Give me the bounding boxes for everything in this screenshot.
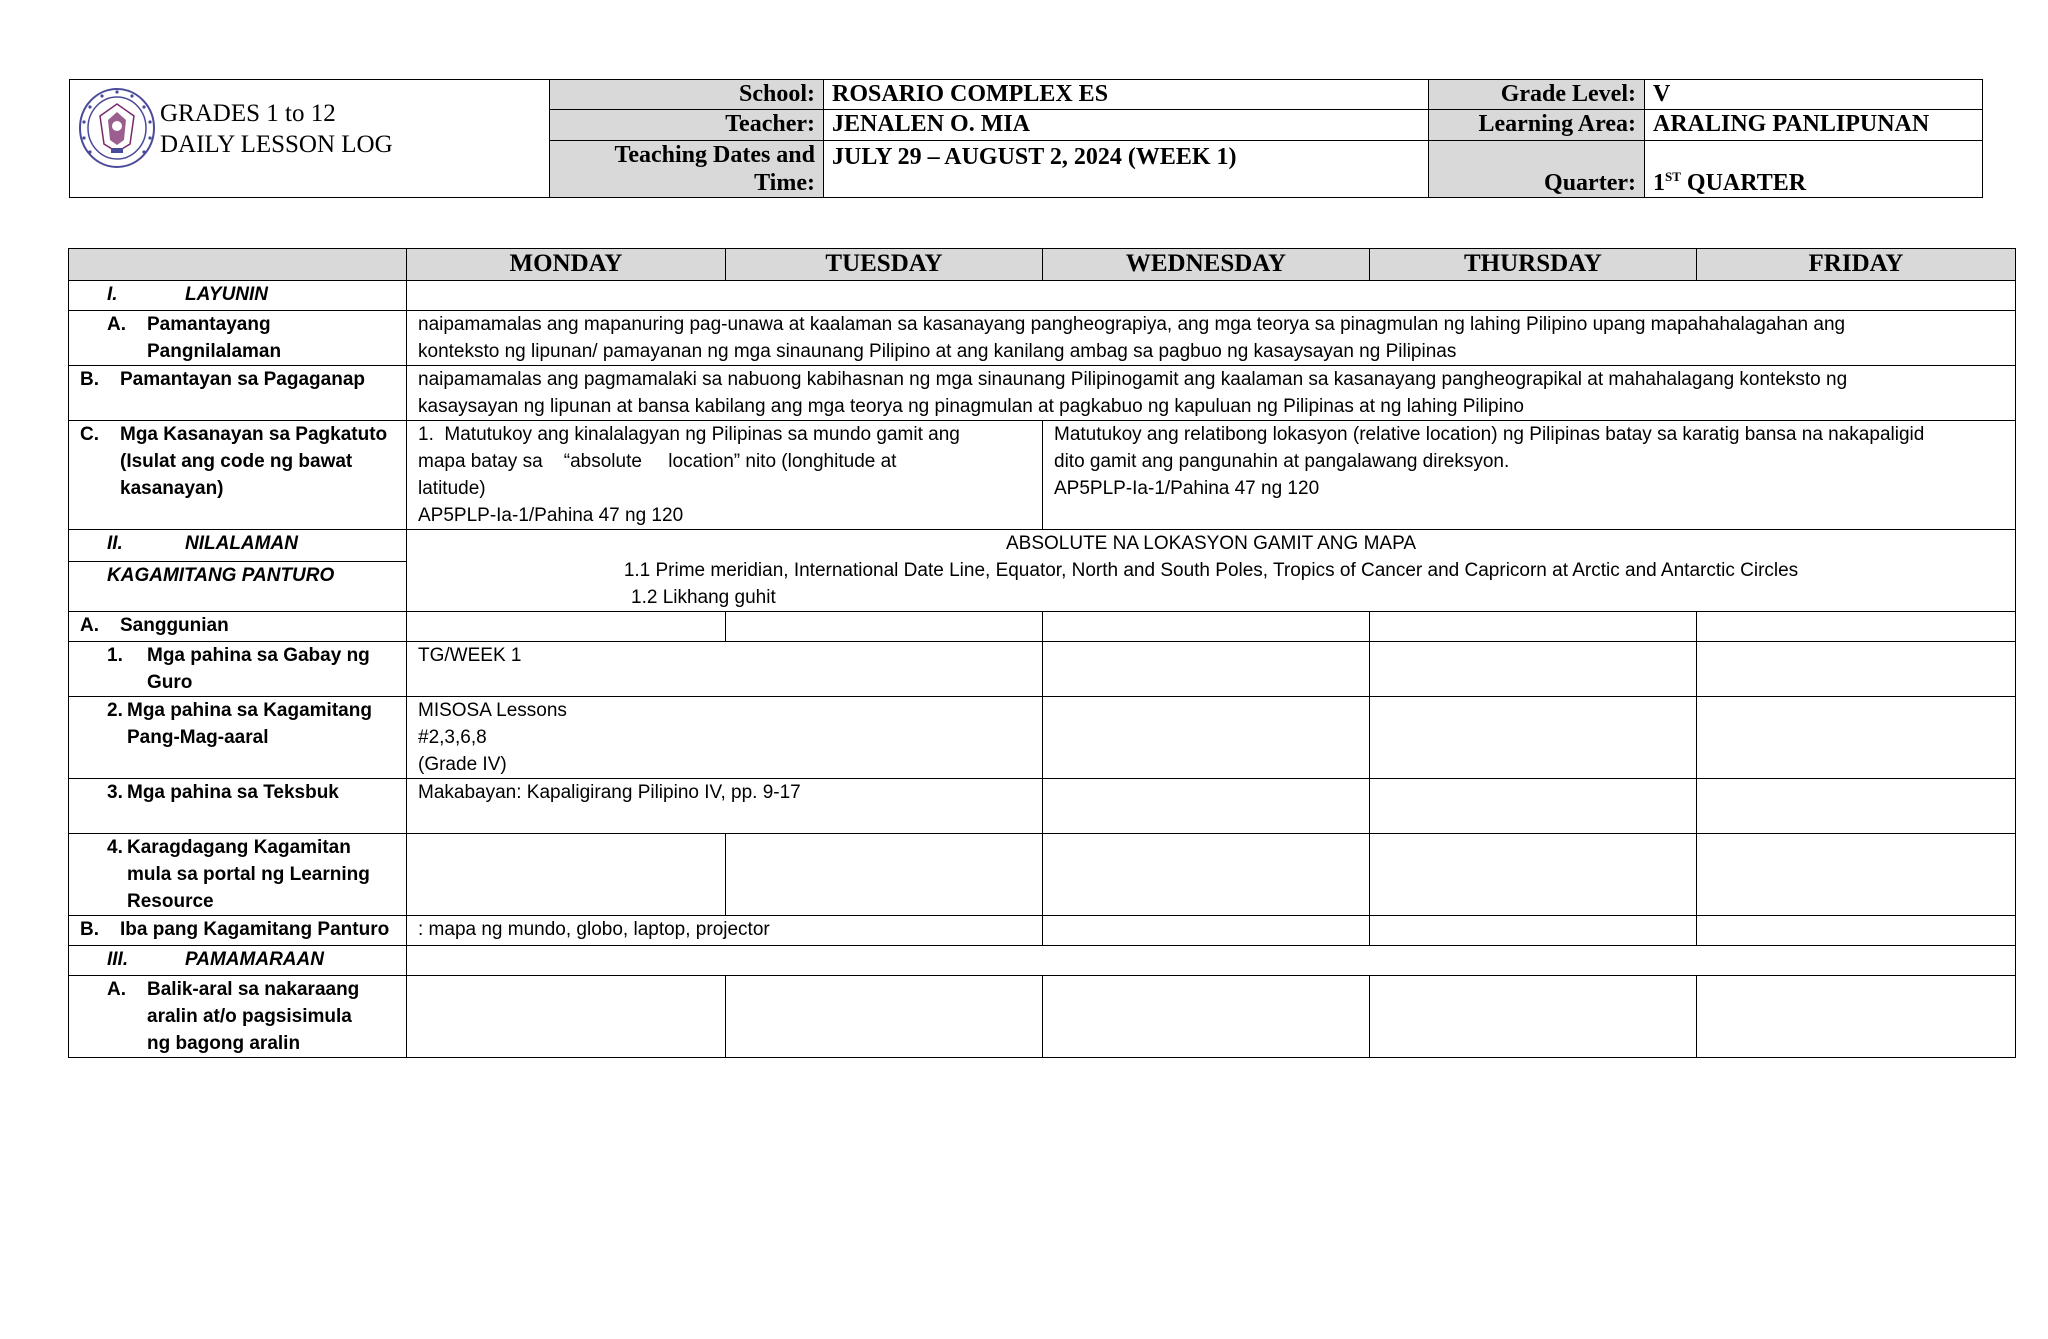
gabay-wednesday	[1043, 642, 1370, 697]
day-header-row	[69, 249, 2016, 281]
balik-aral-label-line3: ng bagong aralin	[147, 1033, 301, 1054]
nilalaman-text: NILALAMAN	[185, 533, 298, 554]
pamamaraan-number: III.	[107, 949, 129, 970]
kasanayan-label-line3: kasanayan)	[120, 478, 224, 499]
iba-label	[69, 916, 407, 946]
teaching-dates-label-line1: Teaching Dates and	[614, 141, 815, 168]
pagaganap-letter: B.	[80, 369, 99, 390]
kasanayan-label-line2: (Isulat ang code ng bawat	[120, 451, 353, 472]
quarter-label-cell	[1429, 140, 1645, 198]
pagaganap-text-line2: kasaysayan ng lipunan at bansa kabilang ang mga teorya ng pinagmulan at pagkabuo ng kapuluan ng Pilipinas at ng lahing Pilipino	[418, 396, 1524, 417]
header-table	[69, 79, 1983, 198]
pamamaraan-text: PAMAMARAAN	[185, 949, 324, 970]
teksbuk-label	[69, 779, 407, 834]
teacher-value: JENALEN O. MIA	[824, 110, 1429, 140]
kasanayan-letter: C.	[80, 424, 99, 445]
iba-row	[69, 916, 2016, 946]
gabay-thursday	[1370, 642, 1697, 697]
sanggunian-monday	[407, 612, 726, 642]
sanggunian-tuesday	[726, 612, 1043, 642]
teacher-label: Teacher:	[550, 110, 824, 140]
sanggunian-letter: A.	[80, 615, 99, 636]
deped-seal-icon	[78, 86, 156, 170]
day-wednesday: WEDNESDAY	[1043, 249, 1370, 281]
iba-text: Iba pang Kagamitang Panturo	[120, 919, 390, 940]
nilalaman-row	[69, 530, 2016, 562]
balik-aral-thursday	[1370, 976, 1697, 1058]
day-tuesday: TUESDAY	[726, 249, 1043, 281]
pagaganap-label	[69, 366, 407, 421]
kasanayan-monday-line4: AP5PLP-Ia-1/Pahina 47 ng 120	[418, 505, 684, 526]
layunin-number: I.	[107, 284, 118, 305]
quarter-value	[1645, 140, 1983, 198]
teksbuk-value: Makabayan: Kapaligirang Pilipino IV, pp. 9-17	[407, 779, 1043, 834]
kagamitang-value-line3: (Grade IV)	[418, 754, 507, 775]
karagdagang-label-line1: Karagdagang Kagamitan	[127, 837, 351, 858]
school-value: ROSARIO COMPLEX ES	[824, 80, 1429, 110]
kagamitang-thursday	[1370, 697, 1697, 779]
karagdagang-thursday	[1370, 834, 1697, 916]
kasanayan-rest-line2: dito gamit ang pangunahin at pangalawang direksyon.	[1054, 451, 1510, 472]
layunin-row	[69, 281, 2016, 311]
layunin-label	[69, 281, 407, 311]
kasanayan-monday-line2: mapa batay sa “absolute location” nito (longhitude at	[418, 451, 897, 472]
iba-friday	[1697, 916, 2016, 946]
pagaganap-content	[407, 366, 2016, 421]
teksbuk-thursday	[1370, 779, 1697, 834]
grade-level-value: V	[1645, 80, 1983, 110]
teksbuk-friday	[1697, 779, 2016, 834]
karagdagang-number: 4.	[107, 837, 123, 858]
pagaganap-row	[69, 366, 2016, 421]
kasanayan-row	[69, 421, 2016, 530]
kagamitang-value-line1: MISOSA Lessons	[418, 700, 567, 721]
header-title-cell	[70, 80, 550, 198]
sanggunian-label	[69, 612, 407, 642]
karagdagang-label-line2: mula sa portal ng Learning	[127, 864, 370, 885]
kagamitang-friday	[1697, 697, 2016, 779]
nilalaman-line3: 1.2 Likhang guhit	[631, 587, 776, 608]
kasanayan-monday-content	[407, 421, 1043, 530]
kagamitang-row	[69, 697, 2016, 779]
pamantayang-text-line1: naipamamalas ang mapanuring pag-unawa at kaalaman sa kasanayang pangheograpiya, ang mga teorya sa pinagmulan ng lahing Pilipino upang mapahahalagahan ang	[418, 314, 1846, 335]
balik-aral-tuesday	[726, 976, 1043, 1058]
pagaganap-text-line1: naipamamalas ang pagmamalaki sa nabuong kabihasnan ng mga sinaunang Pilipinogamit ang kaalaman sa kasanayang pangheograpikal at mahahalagang konteksto ng	[418, 369, 1848, 390]
grade-level-label: Grade Level:	[1429, 80, 1645, 110]
quarter-superscript: ST	[1665, 169, 1681, 184]
gabay-label-line2: Guro	[147, 672, 193, 693]
header-title-line1: GRADES 1 to 12	[160, 100, 336, 127]
pamantayang-text-line2: konteksto ng lipunan/ pamayanan ng mga sinaunang Pilipino at ang kanilang ambag sa pagbuo ng kasaysayan ng Pilipinas	[418, 341, 1457, 362]
header-blank-cell	[69, 249, 407, 281]
iba-wednesday	[1043, 916, 1370, 946]
gabay-row	[69, 642, 2016, 697]
nilalaman-number: II.	[107, 533, 123, 554]
karagdagang-row	[69, 834, 2016, 916]
learning-area-label: Learning Area:	[1429, 110, 1645, 140]
karagdagang-monday	[407, 834, 726, 916]
teksbuk-number: 3.	[107, 782, 123, 803]
gabay-label	[69, 642, 407, 697]
kagamitang-number: 2.	[107, 700, 123, 721]
day-friday: FRIDAY	[1697, 249, 2016, 281]
kasanayan-monday-line1: 1. Matutukoy ang kinalalagyan ng Pilipinas sa mundo gamit ang	[418, 424, 960, 445]
teaching-dates-label-line2: Time:	[754, 169, 815, 196]
quarter-number: 1	[1653, 170, 1665, 196]
balik-aral-wednesday	[1043, 976, 1370, 1058]
karagdagang-label	[69, 834, 407, 916]
day-monday: MONDAY	[407, 249, 726, 281]
sanggunian-wednesday	[1043, 612, 1370, 642]
kagamitang-value-line2: #2,3,6,8	[418, 727, 487, 748]
gabay-label-line1: Mga pahina sa Gabay ng	[147, 645, 370, 666]
sanggunian-thursday	[1370, 612, 1697, 642]
karagdagang-label-line3: Resource	[127, 891, 214, 912]
kagamitan-label: KAGAMITANG PANTURO	[69, 562, 407, 612]
pamamaraan-row	[69, 946, 2016, 976]
teaching-dates-value: JULY 29 – AUGUST 2, 2024 (WEEK 1)	[824, 140, 1429, 198]
gabay-value: TG/WEEK 1	[407, 642, 1043, 697]
lesson-log-table	[68, 248, 2016, 1058]
pamamaraan-label	[69, 946, 407, 976]
pamantayang-letter: A.	[107, 314, 126, 335]
balik-aral-friday	[1697, 976, 2016, 1058]
kagamitang-label-line2: Pang-Mag-aaral	[127, 727, 269, 748]
iba-letter: B.	[80, 919, 99, 940]
nilalaman-label	[69, 530, 407, 562]
pamamaraan-content	[407, 946, 2016, 976]
karagdagang-friday	[1697, 834, 2016, 916]
karagdagang-wednesday	[1043, 834, 1370, 916]
header-title-line2: DAILY LESSON LOG	[160, 131, 393, 158]
balik-aral-row	[69, 976, 2016, 1058]
teksbuk-row	[69, 779, 2016, 834]
balik-aral-label-line1: Balik-aral sa nakaraang	[147, 979, 360, 1000]
kasanayan-monday-line3: latitude)	[418, 478, 486, 499]
pamantayang-label-line2: Pangnilalaman	[147, 341, 282, 362]
kagamitang-value	[407, 697, 1043, 779]
pamantayang-content	[407, 311, 2016, 366]
layunin-text: LAYUNIN	[185, 284, 269, 305]
karagdagang-tuesday	[726, 834, 1043, 916]
quarter-text: QUARTER	[1680, 170, 1807, 196]
teksbuk-text: Mga pahina sa Teksbuk	[127, 782, 339, 803]
gabay-number: 1.	[107, 645, 123, 666]
kasanayan-rest-line1: Matutukoy ang relatibong lokasyon (relative location) ng Pilipinas batay sa karatig bansa na nakapaligid	[1054, 424, 1925, 445]
pagaganap-text: Pamantayan sa Pagaganap	[120, 369, 365, 390]
pamantayang-label	[69, 311, 407, 366]
teksbuk-wednesday	[1043, 779, 1370, 834]
day-thursday: THURSDAY	[1370, 249, 1697, 281]
teaching-dates-label	[550, 140, 824, 198]
kagamitang-label-line1: Mga pahina sa Kagamitang	[127, 700, 372, 721]
kagamitang-label	[69, 697, 407, 779]
iba-thursday	[1370, 916, 1697, 946]
quarter-label: Quarter:	[1544, 170, 1636, 196]
balik-aral-letter: A.	[107, 979, 126, 1000]
kasanayan-label	[69, 421, 407, 530]
nilalaman-line1: ABSOLUTE NA LOKASYON GAMIT ANG MAPA	[1005, 533, 1417, 554]
learning-area-value: ARALING PANLIPUNAN	[1645, 110, 1983, 140]
kasanayan-rest-content	[1043, 421, 2016, 530]
balik-aral-monday	[407, 976, 726, 1058]
kasanayan-label-line1: Mga Kasanayan sa Pagkatuto	[120, 424, 388, 445]
kasanayan-rest-line3: AP5PLP-Ia-1/Pahina 47 ng 120	[1054, 478, 1320, 499]
nilalaman-content	[407, 530, 2016, 612]
school-label: School:	[550, 80, 824, 110]
nilalaman-line2: 1.1 Prime meridian, International Date Line, Equator, North and South Poles, Tropics of Cancer and Capricorn at Arctic and Antarctic Circles	[623, 560, 1799, 581]
iba-value: : mapa ng mundo, globo, laptop, projector	[407, 916, 1043, 946]
balik-aral-label-line2: aralin at/o pagsisimula	[147, 1006, 352, 1027]
layunin-content	[407, 281, 2016, 311]
sanggunian-row	[69, 612, 2016, 642]
balik-aral-label	[69, 976, 407, 1058]
gabay-friday	[1697, 642, 2016, 697]
sanggunian-friday	[1697, 612, 2016, 642]
sanggunian-text: Sanggunian	[120, 615, 229, 636]
pamantayang-row	[69, 311, 2016, 366]
kagamitang-wednesday	[1043, 697, 1370, 779]
pamantayang-label-line1: Pamantayang	[147, 314, 271, 335]
